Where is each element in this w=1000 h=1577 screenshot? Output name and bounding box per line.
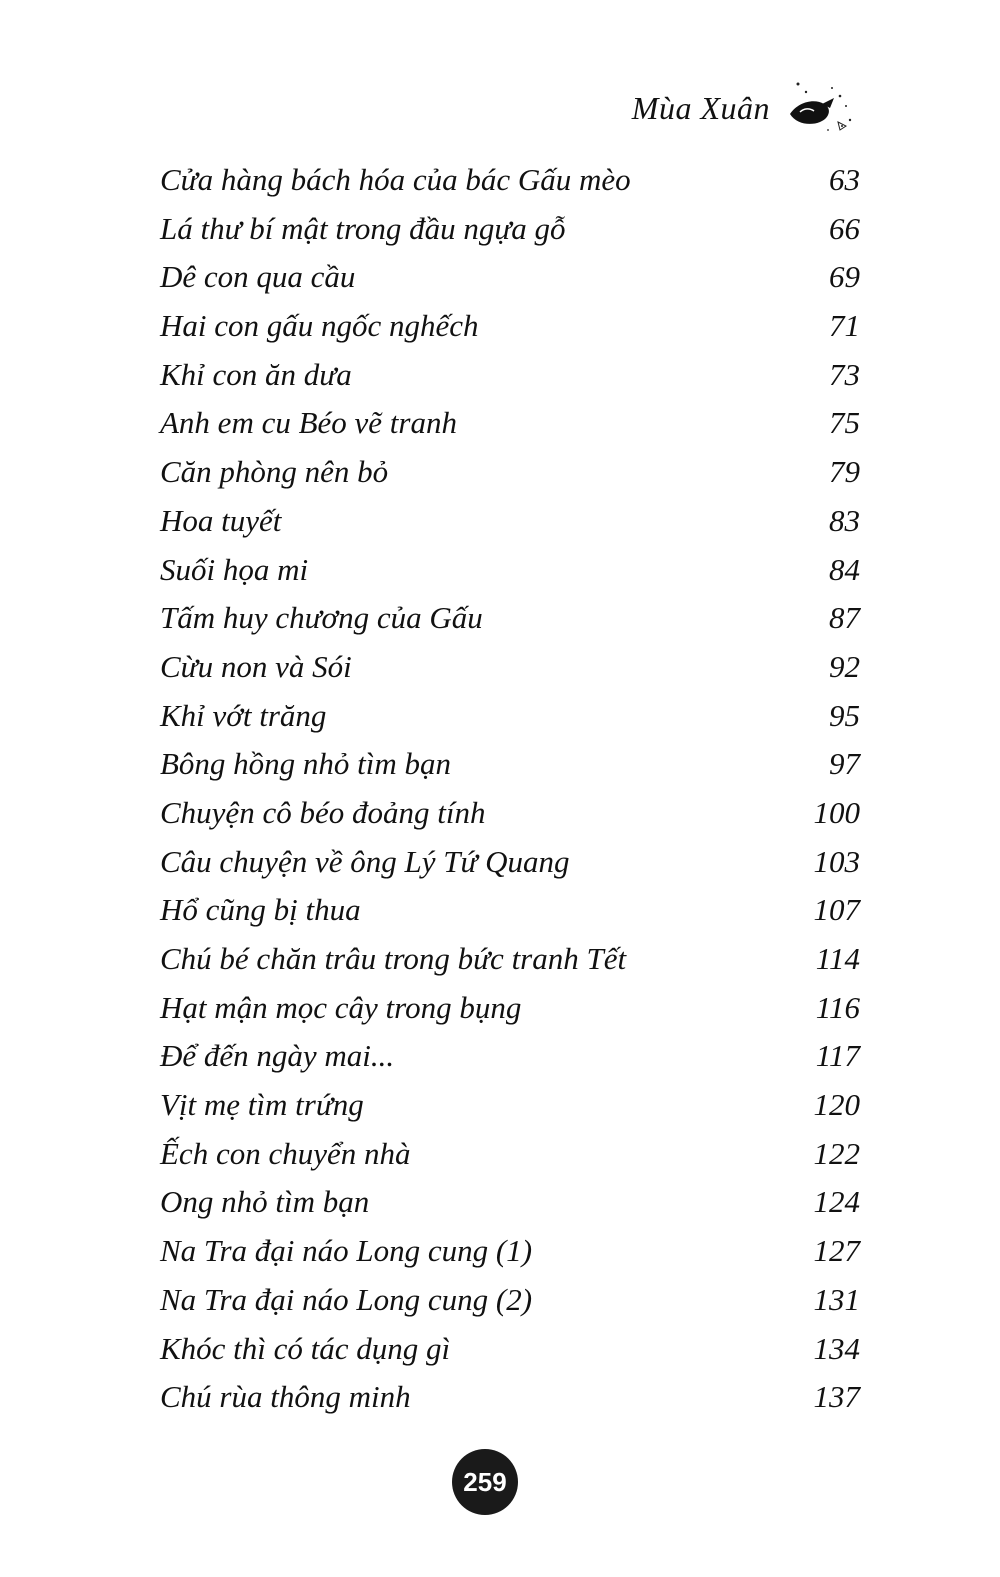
toc-entry — [160, 546, 860, 595]
toc-entry-page: 120 — [813, 1087, 860, 1123]
toc-entry-title: Cửa hàng bách hóa của bác Gấu mèo — [160, 162, 631, 197]
toc-entry-page: 103 — [813, 843, 860, 879]
toc-entry-page: 87 — [829, 600, 860, 636]
toc-entry — [160, 351, 860, 400]
toc-entry — [160, 1373, 860, 1422]
toc-entry-page: 114 — [815, 941, 860, 976]
toc-entry-page: 83 — [829, 502, 860, 538]
toc-entry-title: Lá thư bí mật trong đầu ngựa gỗ — [160, 210, 566, 246]
toc-entry-page: 69 — [829, 259, 860, 295]
toc-entry — [160, 984, 860, 1033]
running-header — [632, 78, 860, 138]
toc-entry-page: 95 — [829, 697, 860, 733]
toc-entry-title: Chú bé chăn trâu trong bức tranh Tết — [160, 941, 627, 976]
toc-entry-page: 116 — [815, 989, 860, 1025]
toc-entry-page: 97 — [829, 746, 860, 782]
toc-entry-title: Bông hồng nhỏ tìm bạn — [160, 746, 452, 782]
toc-entry-title: Căn phòng nên bỏ — [160, 454, 389, 490]
toc-entry — [160, 399, 860, 448]
toc-entry — [160, 253, 860, 302]
toc-entry-page: 137 — [813, 1379, 860, 1415]
toc-entry — [160, 643, 860, 692]
toc-entry — [160, 1130, 860, 1179]
toc-entry-page: 127 — [813, 1233, 860, 1269]
toc-entry-page: 122 — [813, 1135, 860, 1171]
toc-entry — [160, 1325, 860, 1374]
toc-entry — [160, 886, 860, 935]
toc-entry-title: Khỉ con ăn dưa — [160, 356, 352, 392]
toc-entry-page: 71 — [829, 308, 860, 344]
toc-entry-title: Dê con qua cầu — [160, 259, 356, 295]
toc-entry-title: Na Tra đại náo Long cung (1) — [160, 1233, 533, 1269]
toc-entry-page: 73 — [829, 356, 860, 392]
toc-entry-title: Chú rùa thông minh — [160, 1379, 411, 1415]
toc-entry-title: Cừu non và Sói — [160, 648, 352, 684]
toc-entry — [160, 838, 860, 887]
toc-entry — [160, 789, 860, 838]
section-title: Mùa Xuân — [631, 89, 770, 126]
page-number-badge: 259 — [452, 1449, 518, 1515]
toc-entry-title: Hai con gấu ngốc nghếch — [160, 308, 479, 344]
toc-entry — [160, 594, 860, 643]
toc-entry-title: Ong nhỏ tìm bạn — [160, 1184, 370, 1220]
toc-entry — [160, 497, 860, 546]
toc-entry — [160, 935, 860, 984]
toc-entry-page: 134 — [813, 1330, 860, 1366]
toc-entry-title: Khỉ vớt trăng — [160, 697, 327, 733]
toc-entry-title: Hoa tuyết — [160, 502, 282, 538]
toc-entry-title: Suối họa mi — [160, 551, 309, 587]
toc-entry — [160, 692, 860, 741]
toc-entry — [160, 156, 860, 205]
toc-entry-title: Na Tra đại náo Long cung (2) — [160, 1281, 533, 1317]
toc-entry — [160, 1178, 860, 1227]
toc-entry-page: 84 — [829, 551, 860, 587]
toc-entry-title: Khóc thì có tác dụng gì — [160, 1330, 451, 1366]
toc-entry-title: Tấm huy chương của Gấu — [160, 600, 483, 636]
toc-entry — [160, 302, 860, 351]
toc-entry-title: Vịt mẹ tìm trứng — [160, 1087, 364, 1123]
toc-entry-page: 117 — [815, 1038, 860, 1074]
toc-entry-page: 107 — [813, 892, 860, 928]
toc-entry-title: Ếch con chuyển nhà — [160, 1135, 411, 1171]
toc-entry-title: Hổ cũng bị thua — [160, 892, 361, 928]
toc-entry-page: 124 — [813, 1184, 860, 1220]
toc-entry — [160, 1276, 860, 1325]
toc-entry — [160, 1081, 860, 1130]
toc-entry — [160, 448, 860, 497]
toc-entry-page: 79 — [829, 454, 860, 490]
toc-entry-title: Để đến ngày mai... — [160, 1038, 395, 1074]
toc-entry-page: 75 — [829, 405, 860, 441]
toc-entry — [160, 1032, 860, 1081]
toc-entry-page: 92 — [829, 648, 860, 684]
toc-entry-page: 66 — [829, 210, 860, 246]
toc-entry-title: Câu chuyện về ông Lý Tứ Quang — [160, 843, 570, 879]
toc-entry-title: Anh em cu Béo vẽ tranh — [160, 405, 457, 441]
toc-entry-title: Hạt mận mọc cây trong bụng — [160, 989, 522, 1025]
toc-entry — [160, 1227, 860, 1276]
toc-entry-page: 131 — [813, 1281, 860, 1317]
toc-entry — [160, 740, 860, 789]
table-of-contents — [160, 156, 860, 1422]
toc-entry-page: 63 — [829, 162, 860, 197]
toc-entry — [160, 205, 860, 254]
flower-ornament-icon — [780, 78, 860, 138]
toc-entry-title: Chuyện cô béo đoảng tính — [160, 794, 486, 830]
toc-entry-page: 100 — [813, 794, 860, 830]
